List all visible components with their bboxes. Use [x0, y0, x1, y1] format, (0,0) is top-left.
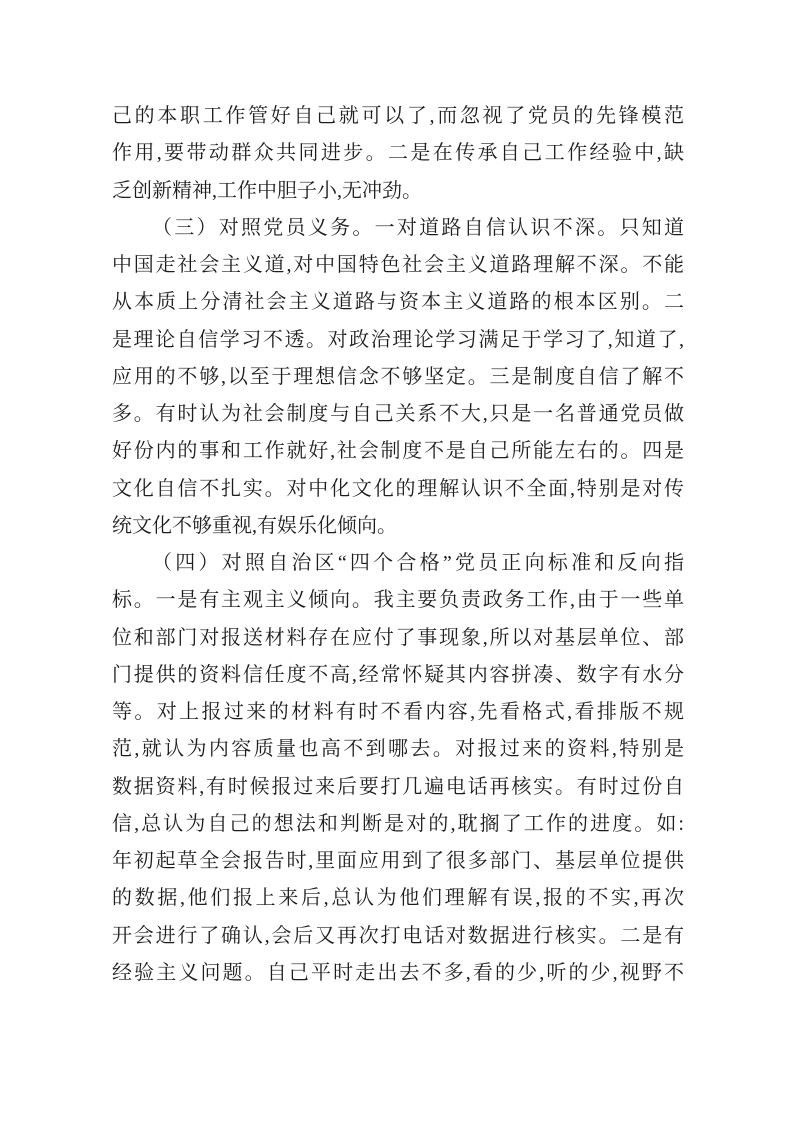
text-line: 等。对上报过来的材料有时不看内容,先看格式,看排版不规 [112, 701, 684, 723]
text-line: 数据资料,有时候报过来后要打几遍电话再核实。有时过份自 [112, 775, 684, 798]
text-line: 经验主义问题。自己平时走出去不多,看的少,听的少,视野不 [112, 961, 684, 984]
text-line: 应用的不够,以至于理想信念不够坚定。三是制度自信了解不 [112, 365, 684, 388]
paragraph-item-four [112, 545, 684, 992]
text-line: 己的本职工作管好自己就可以了,而忽视了党员的先锋模范 [112, 105, 684, 127]
document-content [112, 98, 684, 992]
text-line: 多。有时认为社会制度与自己关系不大,只是一名普通党员做 [112, 403, 684, 425]
text-line: （三）对照党员义务。一对道路自信认识不深。只知道 [152, 216, 684, 239]
text-line: 年初起草全会报告时,里面应用到了很多部门、基层单位提供 [112, 850, 684, 872]
text-line: 统文化不够重视,有娱乐化倾向。 [112, 514, 397, 537]
text-line: 范,就认为内容质量也高不到哪去。对报过来的资料,特别是 [112, 738, 684, 761]
text-line: 文化自信不扎实。对中化文化的理解认识不全面,特别是对传 [112, 477, 684, 500]
paragraph-item-three [112, 210, 684, 545]
text-line: 从本质上分清社会主义道路与资本主义道路的根本区别。二 [112, 291, 684, 314]
paragraph-continuation [112, 98, 684, 210]
text-line: 开会进行了确认,会后又再次打电话对数据进行核实。二是有 [112, 924, 684, 947]
text-line: 好份内的事和工作就好,社会制度不是自己所能左右的。四是 [112, 440, 684, 463]
text-line: 中国走社会主义道,对中国特色社会主义道路理解不深。不能 [112, 254, 684, 276]
text-line: 作用,要带动群众共同进步。二是在传承自己工作经验中,缺 [112, 142, 684, 165]
text-line: 是理论自信学习不透。对政治理论学习满足于学习了,知道了, [112, 328, 684, 351]
text-line: 乏创新精神,工作中胆子小,无冲劲。 [112, 179, 422, 202]
text-line: （四）对照自治区“四个合格”党员正向标准和反向指 [152, 552, 684, 574]
text-line: 门提供的资料信任度不高,经常怀疑其内容拼凑、数字有水分 [112, 663, 684, 686]
text-line: 标。一是有主观主义倾向。我主要负责政务工作,由于一些单 [112, 589, 684, 612]
text-line: 信,总认为自己的想法和判断是对的,耽搁了工作的进度。如: [112, 812, 684, 835]
text-line: 位和部门对报送材料存在应付了事现象,所以对基层单位、部 [112, 626, 684, 649]
text-line: 的数据,他们报上来后,总认为他们理解有误,报的不实,再次 [112, 887, 684, 910]
